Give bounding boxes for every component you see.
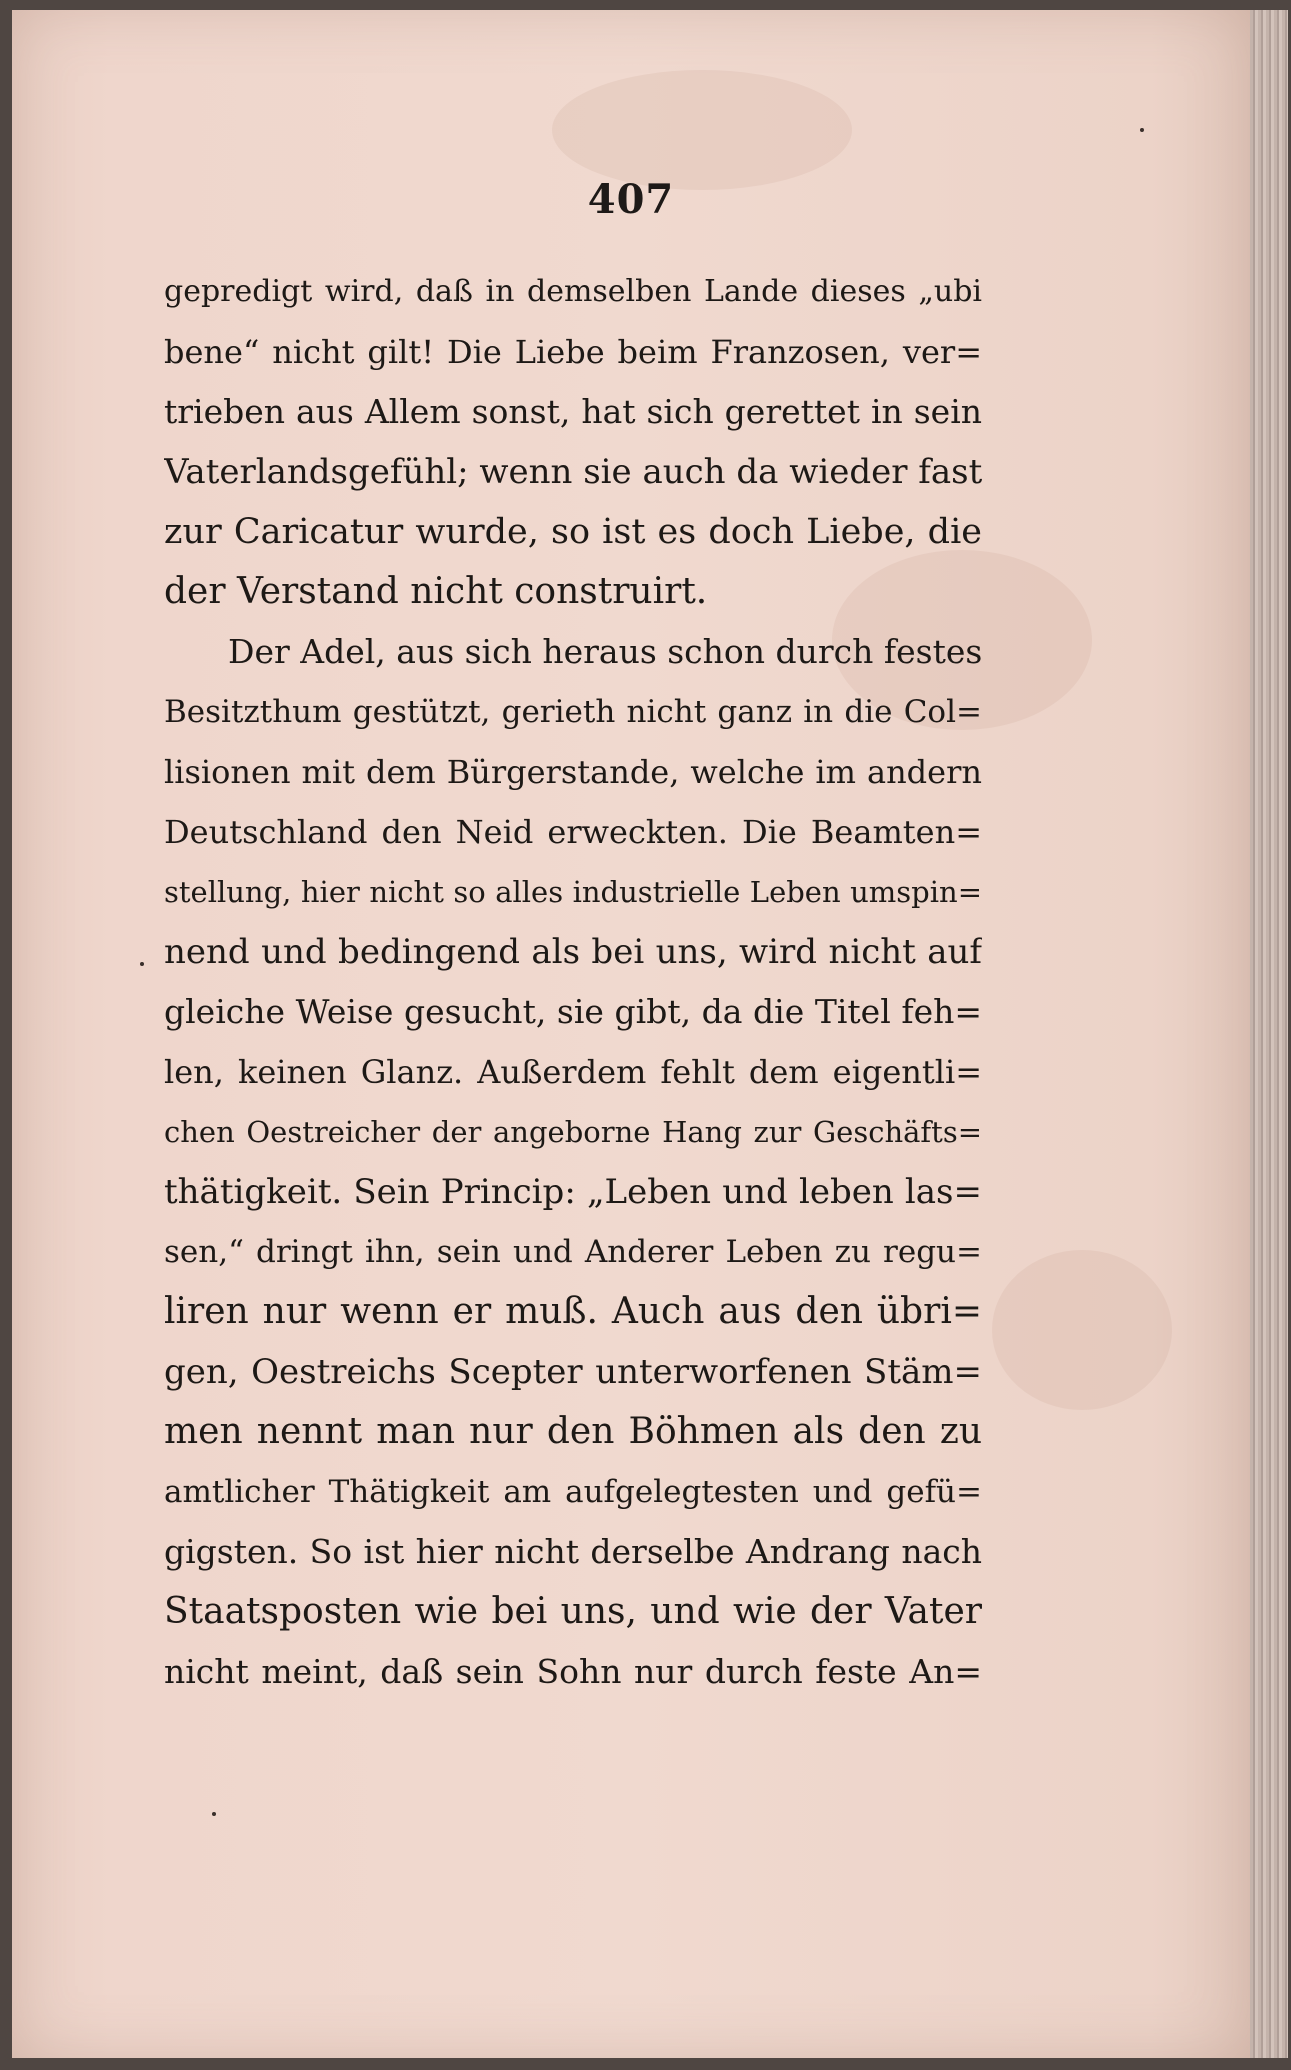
text-line: Besitzthum gestützt, gerieth nicht ganz in die Col= (164, 694, 982, 730)
body-text (164, 262, 982, 1702)
text-line: zur Caricatur wurde, so ist es doch Liebe, die (164, 512, 982, 552)
text-line: bene“ nicht gilt! Die Liebe beim Franzosen, ver= (164, 333, 982, 371)
page-number: 407 (587, 176, 675, 223)
text-line: liren nur wenn er muß. Auch aus den übri= (164, 1291, 982, 1332)
text-line: chen Oestreicher der angeborne Hang zur Geschäfts= (164, 1115, 982, 1149)
paper-speck (140, 962, 144, 966)
text-line: nicht meint, daß sein Sohn nur durch feste An= (164, 1652, 982, 1691)
text-line: trieben aus Allem sonst, hat sich gerettet in sein (164, 392, 982, 431)
text-line: Vaterlandsgefühl; wenn sie auch da wieder fast (164, 452, 982, 492)
text-line: sen,“ dringt ihn, sein und Anderer Leben zu regu= (164, 1234, 982, 1270)
text-line: thätigkeit. Sein Princip: „Leben und leben las= (164, 1172, 982, 1212)
page-edge (1250, 10, 1288, 2058)
text-line: gepredigt wird, daß in demselben Lande dieses „ubi (164, 274, 982, 309)
text-line: Der Adel, aus sich heraus schon durch festes (228, 632, 982, 671)
paper-speck (1140, 128, 1144, 132)
text-line: len, keinen Glanz. Außerdem fehlt dem eigentli= (164, 1053, 982, 1091)
text-line: Staatsposten wie bei uns, und wie der Vater (164, 1591, 982, 1632)
text-line: der Verstand nicht construirt. (164, 571, 708, 612)
text-line: men nennt man nur den Böhmen als den zu (164, 1411, 982, 1452)
book-page (12, 10, 1250, 2058)
text-line: gigsten. So ist hier nicht derselbe Andrang nach (164, 1532, 982, 1571)
paper-stain (552, 70, 852, 190)
text-line: lisionen mit dem Bürgerstande, welche im andern (164, 753, 982, 791)
text-line: nend und bedingend als bei uns, wird nicht auf (164, 932, 982, 972)
text-line: gleiche Weise gesucht, sie gibt, da die Titel feh= (164, 992, 982, 1031)
text-line: gen, Oestreichs Scepter unterworfenen Stäm= (164, 1352, 982, 1392)
paper-speck (212, 1812, 216, 1816)
text-line: amtlicher Thätigkeit am aufgelegtesten und gefü= (164, 1474, 982, 1510)
text-line: stellung, hier nicht so alles industrielle Leben umspin= (164, 875, 982, 909)
text-line: Deutschland den Neid erweckten. Die Beamten= (164, 813, 982, 851)
paper-stain (992, 1250, 1172, 1410)
